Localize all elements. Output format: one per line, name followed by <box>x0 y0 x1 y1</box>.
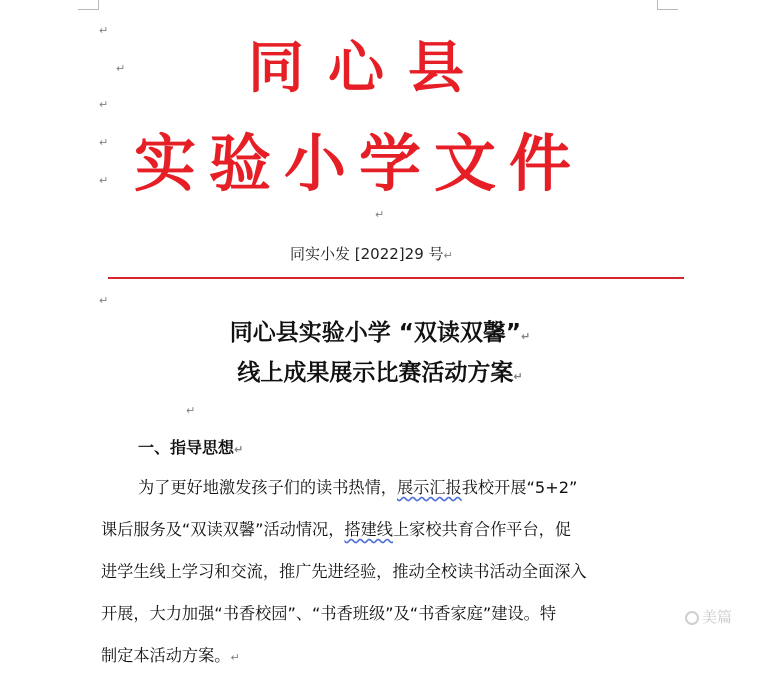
watermark-logo-icon <box>685 611 699 625</box>
title-line1-text: 同心县实验小学 “双读双馨” <box>229 320 522 346</box>
paragraph-mark: ↵ <box>99 294 109 307</box>
paragraph-mark: ↵ <box>375 208 385 221</box>
red-divider-rule <box>108 277 684 279</box>
document-number <box>290 243 453 264</box>
spellcheck-underlined-text[interactable]: 搭建线 <box>344 520 393 539</box>
paragraph-mark: ↵ <box>99 174 109 187</box>
body-line <box>138 477 698 499</box>
document-title-line1 <box>150 314 610 347</box>
document-number-text: 同实小发 [2022]29 号 <box>290 245 444 263</box>
watermark-text: 美篇 <box>702 608 733 626</box>
title-line2-text: 线上成果展示比赛活动方案 <box>237 360 514 386</box>
body-line <box>101 519 661 541</box>
paragraph-mark: ↵ <box>99 24 109 37</box>
paragraph-mark: ↵ <box>230 651 240 664</box>
spellcheck-underlined-text[interactable]: 展示汇报 <box>397 478 462 497</box>
document-title-line2 <box>150 354 610 387</box>
body-text: 上家校共育合作平台，促 <box>392 520 572 539</box>
paragraph-mark: ↵ <box>99 136 109 149</box>
body-line <box>101 645 661 667</box>
section-heading <box>138 435 243 458</box>
letterhead-school-document: 实验小学文件 <box>134 127 585 200</box>
body-text: 课后服务及“双读双馨”活动情况， <box>101 520 345 539</box>
paragraph-mark: ↵ <box>513 370 523 383</box>
letterhead-county: 同心县 <box>248 35 488 101</box>
paragraph-mark: ↵ <box>99 98 109 111</box>
paragraph-mark: ↵ <box>521 330 531 343</box>
body-line: 开展，大力加强“书香校园”、“书香班级”及“书香家庭”建设。特 <box>101 604 557 623</box>
body-text: 制定本活动方案。 <box>101 646 231 665</box>
paragraph-mark: ↵ <box>234 443 244 456</box>
section-heading-text: 一、指导思想 <box>138 438 235 457</box>
page-corner-mark-right <box>657 0 678 10</box>
paragraph-mark: ↵ <box>186 404 196 417</box>
body-text: 我校开展“5+2” <box>461 478 578 497</box>
page-corner-mark-left <box>78 0 99 10</box>
paragraph-mark: ↵ <box>116 62 126 75</box>
body-line: 进学生线上学习和交流，推广先进经验，推动全校读书活动全面深入 <box>101 562 587 581</box>
body-text: 为了更好地激发孩子们的读书热情， <box>138 478 397 497</box>
paragraph-mark: ↵ <box>443 249 453 262</box>
watermark <box>685 606 732 627</box>
